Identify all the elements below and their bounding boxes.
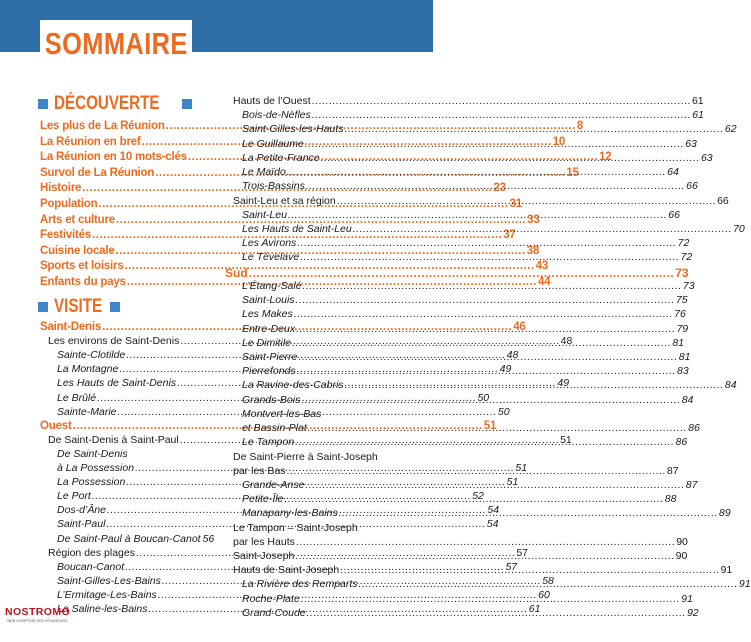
- toc-entry-label: Trois-Bassins: [242, 180, 305, 193]
- toc-entry-label: Hauts de l’Ouest: [233, 95, 311, 107]
- toc-entry-page: 56: [202, 532, 215, 545]
- toc-entry-label: De Saint-Denis: [57, 447, 128, 460]
- toc-entry-page: 64: [667, 166, 679, 179]
- toc-entry-label: L’Ermitage-Les-Bains: [57, 588, 157, 601]
- toc-entry-label: De Saint-Denis à Saint-Paul: [48, 433, 179, 446]
- toc-entry-page: 89: [719, 507, 731, 520]
- dot-leader: [359, 578, 738, 590]
- dot-leader: [305, 479, 684, 491]
- toc-entry-label: Les Avirons: [242, 237, 297, 250]
- toc-entry-page: 49: [557, 377, 570, 390]
- toc-entry-page: 37: [503, 229, 516, 242]
- toc-entry-label: Les Hauts de Saint-Leu: [242, 222, 352, 235]
- toc-entry-bois-de-nefles[interactable]: [242, 109, 704, 122]
- toc-entry-les-avirons[interactable]: [242, 237, 690, 250]
- toc-entry-page: 51: [483, 419, 497, 432]
- toc-entry-page: 38: [526, 244, 540, 257]
- toc-entry-label: De Saint-Pierre à Saint-Joseph: [233, 450, 378, 463]
- toc-entry-label: à La Possession: [57, 462, 135, 474]
- toc-entry-le-tampon-saint-joseph[interactable]: [233, 522, 393, 534]
- toc-entry-label: Région des plages: [48, 546, 135, 559]
- dot-leader: [288, 209, 667, 221]
- dot-leader: [296, 323, 675, 335]
- toc-entry-page: 57: [516, 546, 528, 559]
- dot-leader: [307, 607, 686, 619]
- toc-entry-page: 48: [506, 349, 519, 362]
- toc-entry-page: 49: [499, 363, 512, 376]
- toc-entry-label: Les Hauts de Saint-Denis: [57, 377, 177, 390]
- toc-entry-label: Population: [40, 198, 98, 210]
- dot-leader: [249, 266, 675, 280]
- dot-leader: [295, 433, 674, 448]
- toc-entry-page: 63: [700, 151, 713, 164]
- dot-leader: [287, 465, 666, 477]
- toc-entry-label: Boucan-Canot: [57, 560, 125, 573]
- toc-entry-page: 87: [666, 464, 679, 477]
- toc-entry-page: 87: [685, 478, 698, 491]
- toc-entry-page: 33: [527, 213, 540, 226]
- dot-leader: [303, 280, 682, 292]
- toc-entry-label: Pierrefonds: [242, 365, 296, 378]
- square-bullet-icon: [182, 99, 192, 109]
- toc-entry-label: Grande-Anse: [242, 478, 305, 491]
- toc-entry-page: 52: [472, 490, 484, 503]
- toc-entry-label: Dos-d’Âne: [57, 504, 107, 517]
- toc-entry-cuisine-locale[interactable]: [40, 244, 540, 257]
- toc-entry-label: Le Tampon: [242, 436, 295, 449]
- section-heading-visite: [38, 296, 120, 318]
- toc-entry-page: 91: [738, 578, 751, 591]
- toc-entry-page: 72: [677, 237, 690, 250]
- toc-entry-label: par les Hauts: [233, 535, 295, 548]
- toc-entry-label: Sainte-Marie: [57, 405, 117, 418]
- square-bullet-icon: [110, 302, 120, 312]
- toc-entry-page: 51: [515, 462, 528, 474]
- toc-entry-label: Les Makes: [242, 308, 293, 321]
- toc-entry-label: Ouest: [40, 419, 72, 432]
- dot-leader: [337, 195, 716, 207]
- toc-entry-le-tevelave[interactable]: [242, 251, 693, 264]
- toc-entry-page: 61: [692, 109, 704, 122]
- toc-entry-page: 70: [733, 222, 745, 235]
- toc-entry-label: La Réunion en 10 mots-clés: [40, 151, 187, 164]
- toc-entry-label: et Bassin-Plat: [242, 422, 307, 435]
- toc-entry-label: Grand-Coude: [242, 606, 306, 619]
- toc-entry-page: 91: [681, 592, 693, 605]
- toc-entry-label: Le Maïdo: [242, 166, 286, 179]
- dot-leader: [292, 337, 671, 349]
- dot-leader: [295, 550, 674, 562]
- toc-entry-label: La Montagne: [57, 363, 119, 376]
- toc-entry-label: Sports et loisirs: [40, 260, 124, 273]
- toc-entry-label: Manapany-les-Bains: [242, 507, 338, 520]
- toc-entry-label: Montvert-les-Bas: [242, 407, 322, 420]
- toc-entry-page: 83: [677, 365, 689, 378]
- toc-entry-label: Saint-Denis: [40, 321, 102, 333]
- toc-entry-page: 54: [487, 504, 500, 517]
- dot-leader: [308, 419, 687, 434]
- toc-entry-de-saint-denis[interactable]: [57, 448, 206, 460]
- toc-entry-page: 84: [724, 379, 737, 392]
- toc-entry-label: Le Guillaume: [242, 137, 304, 150]
- logo-name: NOSTROMO: [5, 606, 71, 618]
- dot-leader: [321, 152, 700, 164]
- toc-entry-saint-gilles-les-hauts[interactable]: [242, 123, 737, 136]
- toc-entry-label: Saint-Pierre: [242, 350, 298, 363]
- toc-entry-label: Survol de La Réunion: [40, 166, 155, 179]
- toc-entry-page: 48: [560, 335, 573, 348]
- toc-entry-label: Entre-Deux: [242, 322, 296, 335]
- toc-entry-page: 12: [599, 151, 612, 164]
- toc-entry-page: 81: [672, 336, 685, 349]
- toc-entry-page: 84: [681, 393, 694, 406]
- dot-leader: [296, 294, 675, 306]
- toc-entry-label: La Petite-France: [242, 151, 320, 164]
- toc-entry-page: 58: [542, 574, 554, 587]
- dot-leader: [312, 109, 691, 121]
- toc-entry-page: 50: [477, 391, 490, 404]
- toc-entry-page: 92: [686, 606, 699, 619]
- dot-leader: [340, 564, 719, 576]
- dot-leader: [345, 379, 724, 391]
- toc-entry-page: 54: [486, 518, 499, 531]
- toc-entry-hauts-de-l-ouest[interactable]: [233, 95, 704, 107]
- toc-entry-label: La Réunion en bref: [40, 135, 141, 148]
- toc-entry-page: 62: [724, 123, 737, 136]
- toc-entry-page: 43: [535, 260, 549, 273]
- toc-entry-label: Saint-Leu et sa région: [233, 194, 336, 207]
- dot-leader: [287, 166, 666, 178]
- dot-leader: [300, 251, 679, 263]
- toc-entry-page: 51: [560, 433, 572, 446]
- toc-entry-page: 90: [676, 535, 688, 548]
- toc-entry-page: 72: [680, 251, 693, 264]
- toc-entry-page: 31: [509, 198, 522, 210]
- toc-entry-de-saint-paul-a-boucan-canot[interactable]: [57, 532, 215, 545]
- toc-entry-label: Saint-Leu: [242, 208, 287, 221]
- square-bullet-icon: [38, 99, 48, 109]
- toc-entry-label: Le Port: [57, 490, 91, 503]
- toc-entry-label: Bois-de-Nèfles: [242, 109, 311, 122]
- toc-entry-page: 66: [668, 208, 680, 221]
- square-bullet-icon: [38, 302, 48, 312]
- toc-entry-page: 79: [676, 322, 689, 335]
- toc-entry-label: Saint-Louis: [242, 294, 295, 307]
- toc-entry-label: Grands-Bois: [242, 393, 301, 406]
- toc-entry-page: 63: [685, 137, 697, 150]
- toc-entry-page: 66: [686, 180, 698, 193]
- toc-entry-page: 91: [720, 564, 733, 577]
- toc-entry-page: 86: [688, 422, 700, 435]
- dot-leader: [297, 365, 676, 377]
- toc-entry-label: Enfants du pays: [40, 276, 126, 288]
- toc-entry-label: Saint-Joseph: [233, 550, 295, 563]
- section-heading-decouverte: [38, 93, 192, 115]
- toc-entry-page: 75: [675, 294, 688, 307]
- toc-entry-page: 73: [682, 279, 695, 292]
- toc-entry-de-saint-pierre-a-saint-joseph[interactable]: [233, 451, 393, 463]
- toc-entry-page: 61: [528, 603, 541, 615]
- toc-entry-page: 88: [664, 493, 677, 506]
- toc-entry-page: 60: [538, 588, 550, 601]
- toc-entry-page: 44: [537, 276, 551, 288]
- dot-leader: [339, 507, 718, 519]
- toc-entry-page: 76: [674, 308, 686, 321]
- toc-entry-label: La Rivière des Remparts: [242, 578, 358, 591]
- toc-entry-label: Arts et culture: [40, 213, 115, 226]
- toc-entry-label: Le Dimitile: [242, 336, 292, 349]
- dot-leader: [345, 123, 724, 135]
- toc-entry-festivites[interactable]: [40, 229, 516, 242]
- toc-entry-saint-louis[interactable]: [242, 294, 688, 307]
- page-title: SOMMAIRE: [44, 26, 188, 61]
- dot-leader: [312, 95, 691, 107]
- toc-entry-label: Cuisine locale: [40, 244, 115, 257]
- toc-entry-label: Festivités: [40, 229, 92, 242]
- toc-entry-label: Roche-Plate: [242, 592, 300, 605]
- toc-entry-label: Saint-Paul: [57, 518, 106, 531]
- logo-tagline: WEB COMPTOIR DES VOYAGEURS: [7, 619, 68, 623]
- toc-entry-page: 61: [691, 95, 704, 107]
- toc-entry-page: 81: [678, 350, 691, 363]
- dot-leader: [298, 351, 677, 363]
- toc-entry-page: 66: [717, 194, 729, 207]
- toc-entry-page: 86: [675, 436, 688, 449]
- toc-entry-page: 8: [576, 120, 584, 132]
- toc-entry-label: Hauts de Saint-Joseph: [233, 564, 340, 577]
- toc-entry-label: La Possession: [57, 476, 126, 489]
- toc-entry-label: Les plus de La Réunion: [40, 120, 165, 132]
- toc-entry-page: 15: [566, 166, 579, 179]
- toc-entry-label: Saint-Gilles-les-Hauts: [242, 123, 344, 136]
- toc-entry-page: 23: [493, 182, 506, 195]
- toc-entry-label: La Ravine-des-Cabris: [242, 379, 344, 392]
- toc-entry-label: Les environs de Saint-Denis: [48, 335, 180, 348]
- dot-leader: [306, 180, 685, 195]
- toc-entry-label: Le Tampon – Saint-Joseph: [233, 521, 358, 534]
- toc-entry-page: 51: [506, 476, 519, 489]
- toc-entry-page: 57: [505, 560, 518, 573]
- toc-entry-page: 10: [552, 135, 566, 148]
- section-heading-label: VISITE: [54, 296, 103, 317]
- section-heading-label: DÉCOUVERTE: [54, 93, 160, 114]
- toc-entry-les-hauts-de-saint-leu[interactable]: [242, 222, 745, 235]
- toc-entry-page: 50: [497, 405, 510, 418]
- toc-entry-label: Saint-Gilles-Les-Bains: [57, 574, 161, 587]
- dot-leader: [294, 308, 673, 320]
- toc-entry-label: Le Brûlé: [57, 391, 97, 404]
- toc-entry-label: Histoire: [40, 182, 82, 195]
- dot-leader: [301, 593, 680, 605]
- toc-entry-label: Sainte-Clotilde: [57, 349, 126, 362]
- dot-leader: [296, 536, 675, 548]
- dot-leader: [284, 493, 663, 505]
- toc-entry-page: 46: [513, 321, 526, 333]
- toc-entry-page: 90: [675, 550, 688, 563]
- dot-leader: [305, 135, 684, 150]
- toc-entry-label: Petite-Île: [242, 493, 284, 506]
- dot-leader: [353, 223, 732, 235]
- page-title-box: [40, 20, 192, 68]
- toc-entry-label: L’Étang-Salé: [242, 279, 302, 292]
- toc-entry-par-les-hauts[interactable]: [233, 535, 688, 548]
- toc-entry-page: 73: [675, 265, 689, 280]
- toc-entry-montvert-les-bas[interactable]: [242, 408, 393, 420]
- toc-entry-les-makes[interactable]: [242, 308, 686, 321]
- toc-entry-label: De Saint-Paul à Boucan-Canot: [57, 532, 201, 545]
- toc-entry-label: Sud: [225, 265, 248, 280]
- nostromo-logo: [5, 602, 75, 632]
- dot-leader: [297, 237, 676, 249]
- toc-entry-label: par les Bas: [233, 464, 286, 477]
- toc-entry-label: Le Tévelave: [242, 251, 300, 264]
- dot-leader: [301, 391, 680, 406]
- toc-entry-label: La Saline-les-Bains: [57, 603, 148, 615]
